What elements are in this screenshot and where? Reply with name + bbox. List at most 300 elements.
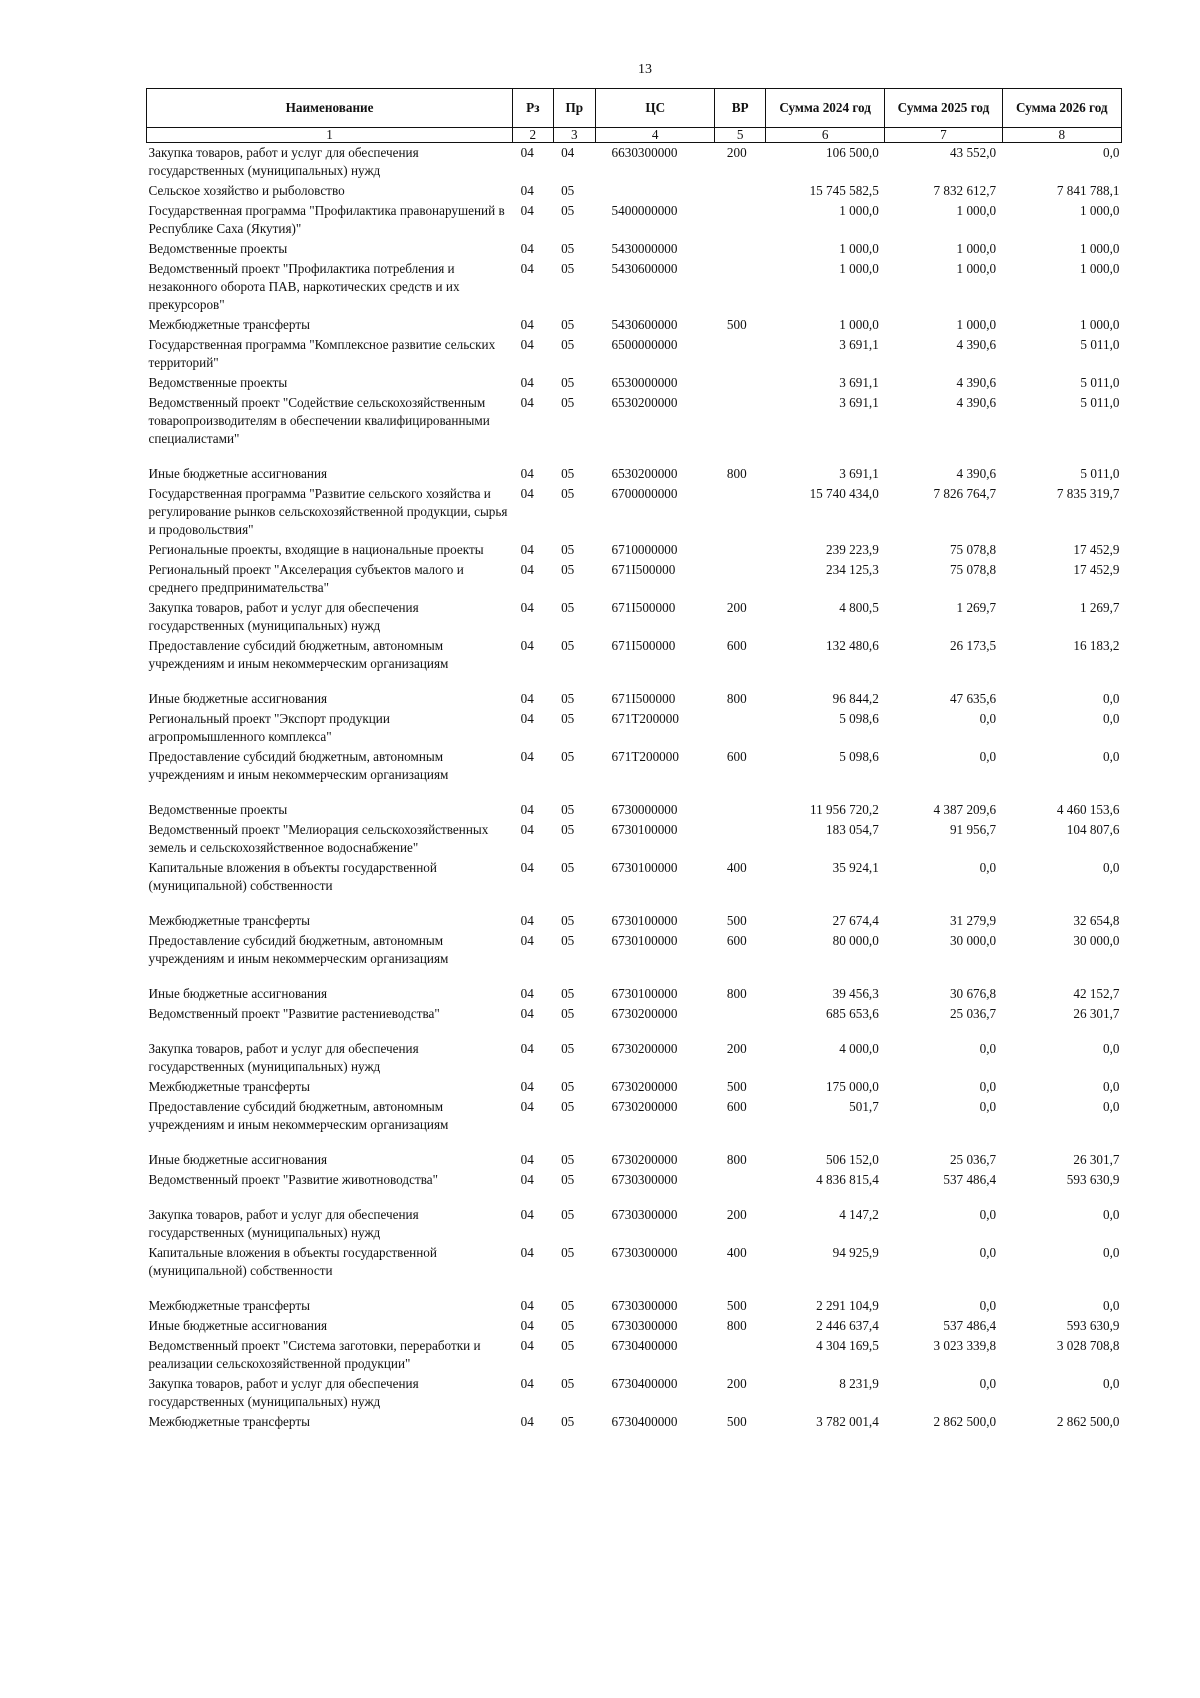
- column-number: 2: [513, 128, 553, 143]
- header-sum-2025: Сумма 2025 год: [885, 89, 1002, 128]
- table-row: [147, 1150, 1122, 1170]
- row-sum-2025: 0,0: [979, 1041, 997, 1056]
- header-name: Наименование: [147, 89, 513, 128]
- row-cs: 6730200000: [611, 1152, 678, 1167]
- row-name: Региональный проект "Экспорт продукции агропромышленного комплекса": [148, 711, 390, 744]
- table-row: [147, 1296, 1122, 1316]
- table-row: [147, 800, 1122, 820]
- row-cs: 6630300000: [611, 145, 678, 160]
- row-rz: 04: [520, 600, 534, 615]
- row-cs: 5430600000: [611, 261, 678, 276]
- row-rz: 04: [520, 1298, 534, 1313]
- row-sum-2026: 0,0: [1103, 749, 1120, 764]
- row-sum-2026: 2 862 500,0: [1056, 1414, 1120, 1429]
- row-sum-2026: 16 183,2: [1073, 638, 1120, 653]
- row-name: Межбюджетные трансферты: [148, 317, 310, 332]
- row-sum-2025: 91 956,7: [949, 822, 997, 837]
- row-sum-2024: 2 446 637,4: [816, 1318, 879, 1333]
- row-sum-2024: 80 000,0: [832, 933, 879, 948]
- row-rz: 04: [520, 183, 534, 198]
- row-pr: 05: [561, 691, 575, 706]
- row-vr: 600: [726, 638, 747, 653]
- row-pr: 05: [561, 1006, 575, 1021]
- table-row: [147, 540, 1122, 560]
- table-row: [147, 464, 1122, 484]
- row-cs: 6730300000: [611, 1318, 678, 1333]
- row-sum-2026: 1 000,0: [1079, 261, 1120, 276]
- header-sum-2026: Сумма 2026 год: [1002, 89, 1121, 128]
- row-sum-2026: 0,0: [1103, 1298, 1120, 1313]
- row-rz: 04: [520, 395, 534, 410]
- row-rz: 04: [520, 822, 534, 837]
- row-cs: 6730300000: [611, 1298, 678, 1313]
- row-cs: 6730300000: [611, 1207, 678, 1222]
- row-pr: 05: [561, 1376, 575, 1391]
- row-pr: 05: [561, 1099, 575, 1114]
- row-cs: 6730100000: [611, 933, 678, 948]
- row-sum-2026: 0,0: [1103, 1099, 1120, 1114]
- row-sum-2026: 0,0: [1103, 1376, 1120, 1391]
- row-sum-2025: 7 826 764,7: [933, 486, 997, 501]
- row-pr: 05: [561, 375, 575, 390]
- row-name: Региональный проект "Акселерация субъектов малого и среднего предпринимательства": [148, 562, 464, 595]
- row-sum-2026: 593 630,9: [1066, 1318, 1120, 1333]
- row-vr: 800: [726, 1152, 747, 1167]
- row-sum-2024: 96 844,2: [832, 691, 879, 706]
- table-row: [147, 709, 1122, 747]
- row-name: Ведомственный проект "Содействие сельскохозяйственным товаропроизводителям в обеспечении квалифицированными специалистами": [148, 395, 490, 446]
- row-rz: 04: [520, 1006, 534, 1021]
- row-cs: 671T200000: [611, 749, 679, 764]
- row-sum-2026: 30 000,0: [1073, 933, 1120, 948]
- row-sum-2025: 30 676,8: [949, 986, 997, 1001]
- row-pr: 05: [561, 1338, 575, 1353]
- row-sum-2024: 183 054,7: [826, 822, 879, 837]
- row-sum-2025: 0,0: [979, 1376, 997, 1391]
- row-vr: 800: [726, 986, 747, 1001]
- table-row: [147, 1097, 1122, 1150]
- row-sum-2025: 4 390,6: [956, 466, 997, 481]
- row-vr: [715, 259, 766, 315]
- row-name: Ведомственный проект "Развитие растениеводства": [148, 1006, 440, 1021]
- row-sum-2025: 0,0: [979, 711, 997, 726]
- row-cs: 6530000000: [611, 375, 678, 390]
- row-sum-2024: 175 000,0: [826, 1079, 879, 1094]
- row-name: Закупка товаров, работ и услуг для обеспечения государственных (муниципальных) нужд: [148, 1041, 419, 1074]
- row-sum-2026: 0,0: [1103, 1079, 1120, 1094]
- row-sum-2024: 4 836 815,4: [816, 1172, 879, 1187]
- row-sum-2024: 506 152,0: [826, 1152, 879, 1167]
- table-row: [147, 1039, 1122, 1077]
- row-sum-2025: 4 390,6: [956, 395, 997, 410]
- row-sum-2026: 17 452,9: [1073, 562, 1120, 577]
- row-name: Предоставление субсидий бюджетным, автономным учреждениям и иным некоммерческим организациям: [148, 933, 449, 966]
- row-pr: 05: [561, 1079, 575, 1094]
- row-sum-2025: 25 036,7: [949, 1006, 997, 1021]
- row-rz: 04: [520, 1414, 534, 1429]
- row-pr: 05: [561, 241, 575, 256]
- row-rz: 04: [520, 1245, 534, 1260]
- row-sum-2025: 30 000,0: [949, 933, 997, 948]
- table-row: [147, 560, 1122, 598]
- row-sum-2025: 0,0: [979, 1298, 997, 1313]
- table-row: [147, 598, 1122, 636]
- row-cs: 5430000000: [611, 241, 678, 256]
- row-sum-2025: 75 078,8: [949, 562, 997, 577]
- column-number: 6: [765, 128, 884, 143]
- table-row: [147, 747, 1122, 800]
- row-sum-2026: 0,0: [1103, 691, 1120, 706]
- row-rz: 04: [520, 241, 534, 256]
- row-pr: 05: [561, 395, 575, 410]
- row-sum-2024: 3 691,1: [839, 395, 879, 410]
- row-sum-2024: 35 924,1: [832, 860, 879, 875]
- row-rz: 04: [520, 1152, 534, 1167]
- row-vr: 500: [726, 1414, 747, 1429]
- row-sum-2026: 0,0: [1103, 860, 1120, 875]
- row-rz: 04: [520, 261, 534, 276]
- row-sum-2024: 3 782 001,4: [816, 1414, 879, 1429]
- row-pr: 05: [561, 466, 575, 481]
- row-pr: 05: [561, 1318, 575, 1333]
- row-rz: 04: [520, 203, 534, 218]
- row-cs: 6710000000: [611, 542, 678, 557]
- row-sum-2026: 5 011,0: [1080, 466, 1120, 481]
- row-vr: [715, 484, 766, 540]
- row-pr: 05: [561, 913, 575, 928]
- table-row: [147, 858, 1122, 911]
- row-cs: 671I500000: [611, 638, 676, 653]
- row-name: Ведомственный проект "Развитие животноводства": [148, 1172, 439, 1187]
- row-rz: 04: [520, 1041, 534, 1056]
- row-rz: 04: [520, 337, 534, 352]
- row-rz: 04: [520, 691, 534, 706]
- row-vr: 600: [726, 1099, 747, 1114]
- row-sum-2025: 0,0: [979, 749, 997, 764]
- row-sum-2024: 132 480,6: [826, 638, 879, 653]
- row-vr: [715, 800, 766, 820]
- row-vr: 600: [726, 749, 747, 764]
- row-sum-2024: 3 691,1: [839, 337, 879, 352]
- row-pr: 05: [561, 317, 575, 332]
- row-cs: 6730200000: [611, 1041, 678, 1056]
- row-pr: 05: [561, 1172, 575, 1187]
- row-rz: 04: [520, 1207, 534, 1222]
- row-cs: 6730400000: [611, 1376, 678, 1391]
- column-number: 3: [553, 128, 595, 143]
- row-cs: 6730100000: [611, 913, 678, 928]
- row-name: Государственная программа "Профилактика правонарушений в Республике Саха (Якутия)": [148, 203, 505, 236]
- row-sum-2026: 17 452,9: [1073, 542, 1120, 557]
- table-row: [147, 239, 1122, 259]
- row-rz: 04: [520, 542, 534, 557]
- row-sum-2025: 537 486,4: [943, 1318, 997, 1333]
- row-name: Иные бюджетные ассигнования: [148, 466, 328, 481]
- table-row: [147, 143, 1122, 182]
- row-pr: 05: [561, 337, 575, 352]
- table-row: [147, 1243, 1122, 1296]
- row-sum-2024: 4 147,2: [839, 1207, 879, 1222]
- row-rz: 04: [520, 933, 534, 948]
- row-sum-2026: 4 460 153,6: [1056, 802, 1120, 817]
- row-sum-2026: 26 301,7: [1073, 1152, 1120, 1167]
- row-pr: 05: [561, 1152, 575, 1167]
- row-pr: 05: [561, 802, 575, 817]
- row-cs: 6730300000: [611, 1172, 678, 1187]
- row-sum-2024: 1 000,0: [839, 317, 879, 332]
- row-vr: 400: [726, 860, 747, 875]
- row-name: Ведомственные проекты: [148, 241, 288, 256]
- row-cs: 5430600000: [611, 317, 678, 332]
- row-sum-2025: 0,0: [979, 860, 997, 875]
- row-sum-2024: 3 691,1: [839, 466, 879, 481]
- row-cs: 671I500000: [611, 691, 676, 706]
- row-vr: [715, 709, 766, 747]
- row-sum-2026: 3 028 708,8: [1056, 1338, 1120, 1353]
- row-name: Предоставление субсидий бюджетным, автономным учреждениям и иным некоммерческим организациям: [148, 1099, 449, 1132]
- row-vr: 500: [726, 1079, 747, 1094]
- row-sum-2024: 1 000,0: [839, 203, 879, 218]
- row-vr: [715, 239, 766, 259]
- row-sum-2026: 593 630,9: [1066, 1172, 1120, 1187]
- row-cs: 6730200000: [611, 1006, 678, 1021]
- row-rz: 04: [520, 1376, 534, 1391]
- header-rz: Рз: [513, 89, 553, 128]
- row-pr: 05: [561, 986, 575, 1001]
- row-rz: 04: [520, 1338, 534, 1353]
- row-vr: 200: [726, 600, 747, 615]
- row-sum-2024: 94 925,9: [832, 1245, 879, 1260]
- row-name: Межбюджетные трансферты: [148, 1079, 310, 1094]
- row-sum-2025: 1 000,0: [956, 203, 997, 218]
- table-row: [147, 984, 1122, 1004]
- table-row: [147, 1004, 1122, 1039]
- row-sum-2025: 1 000,0: [956, 241, 997, 256]
- budget-table-container: [146, 88, 1122, 1432]
- row-vr: [715, 560, 766, 598]
- row-cs: 6730200000: [611, 1099, 678, 1114]
- row-sum-2025: 1 000,0: [956, 317, 997, 332]
- row-vr: [715, 1170, 766, 1205]
- row-sum-2026: 0,0: [1103, 1041, 1120, 1056]
- row-name: Капитальные вложения в объекты государственной (муниципальной) собственности: [148, 860, 437, 893]
- row-name: Ведомственные проекты: [148, 375, 288, 390]
- row-cs: 6530200000: [611, 395, 678, 410]
- table-row: [147, 259, 1122, 315]
- row-pr: 05: [561, 542, 575, 557]
- row-name: Межбюджетные трансферты: [148, 1414, 310, 1429]
- column-number: 7: [885, 128, 1002, 143]
- row-cs: [596, 181, 715, 201]
- row-pr: 05: [561, 562, 575, 577]
- row-sum-2025: 1 000,0: [956, 261, 997, 276]
- column-number: 5: [715, 128, 766, 143]
- row-pr: 05: [561, 183, 575, 198]
- row-name: Капитальные вложения в объекты государственной (муниципальной) собственности: [148, 1245, 437, 1278]
- row-cs: 6730200000: [611, 1079, 678, 1094]
- row-name: Региональные проекты, входящие в национальные проекты: [148, 542, 484, 557]
- row-rz: 04: [520, 749, 534, 764]
- row-vr: [715, 393, 766, 464]
- row-sum-2026: 1 000,0: [1079, 203, 1120, 218]
- table-row: [147, 335, 1122, 373]
- row-rz: 04: [520, 1172, 534, 1187]
- row-sum-2025: 0,0: [979, 1207, 997, 1222]
- row-sum-2026: 104 807,6: [1066, 822, 1120, 837]
- row-vr: 500: [726, 317, 747, 332]
- row-sum-2024: 106 500,0: [826, 145, 879, 160]
- row-name: Предоставление субсидий бюджетным, автономным учреждениям и иным некоммерческим организациям: [148, 638, 449, 671]
- row-cs: 6500000000: [611, 337, 678, 352]
- row-vr: 800: [726, 466, 747, 481]
- row-cs: 6730100000: [611, 860, 678, 875]
- table-row: [147, 181, 1122, 201]
- row-sum-2024: 1 000,0: [839, 261, 879, 276]
- row-cs: 6730000000: [611, 802, 678, 817]
- row-pr: 05: [561, 860, 575, 875]
- row-vr: 800: [726, 691, 747, 706]
- row-rz: 04: [520, 375, 534, 390]
- table-row: [147, 1412, 1122, 1432]
- row-name: Ведомственные проекты: [148, 802, 288, 817]
- row-sum-2024: 4 304 169,5: [816, 1338, 879, 1353]
- row-rz: 04: [520, 562, 534, 577]
- row-pr: 05: [561, 1414, 575, 1429]
- row-sum-2024: 4 800,5: [839, 600, 879, 615]
- header-pr: Пр: [553, 89, 595, 128]
- row-sum-2025: 537 486,4: [943, 1172, 997, 1187]
- row-vr: 200: [726, 1376, 747, 1391]
- table-row: [147, 315, 1122, 335]
- budget-table: [146, 88, 1122, 1432]
- row-sum-2025: 31 279,9: [949, 913, 997, 928]
- row-sum-2026: 7 841 788,1: [1056, 183, 1120, 198]
- row-sum-2026: 1 269,7: [1079, 600, 1120, 615]
- table-row: [147, 1077, 1122, 1097]
- row-vr: [715, 335, 766, 373]
- row-sum-2025: 4 387 209,6: [933, 802, 997, 817]
- table-row: [147, 1374, 1122, 1412]
- row-cs: 6730100000: [611, 986, 678, 1001]
- row-sum-2024: 11 956 720,2: [810, 802, 879, 817]
- row-sum-2025: 4 390,6: [956, 337, 997, 352]
- row-cs: 671I500000: [611, 562, 676, 577]
- row-rz: 04: [520, 986, 534, 1001]
- row-vr: [715, 540, 766, 560]
- row-sum-2025: 25 036,7: [949, 1152, 997, 1167]
- table-row: [147, 1316, 1122, 1336]
- page-number: 13: [638, 62, 652, 77]
- row-sum-2026: 42 152,7: [1073, 986, 1120, 1001]
- row-cs: 6700000000: [611, 486, 678, 501]
- row-rz: 04: [520, 802, 534, 817]
- row-name: Сельское хозяйство и рыболовство: [148, 183, 345, 198]
- row-name: Иные бюджетные ассигнования: [148, 1318, 328, 1333]
- table-row: [147, 1170, 1122, 1205]
- row-sum-2024: 4 000,0: [839, 1041, 879, 1056]
- row-sum-2024: 2 291 104,9: [816, 1298, 879, 1313]
- row-name: Предоставление субсидий бюджетным, автономным учреждениям и иным некоммерческим организациям: [148, 749, 449, 782]
- row-vr: [715, 373, 766, 393]
- row-sum-2024: 15 745 582,5: [809, 183, 879, 198]
- row-rz: 04: [520, 1099, 534, 1114]
- table-row: [147, 1336, 1122, 1374]
- row-sum-2026: 7 835 319,7: [1056, 486, 1120, 501]
- row-sum-2025: 1 269,7: [956, 600, 997, 615]
- row-cs: 6730400000: [611, 1338, 678, 1353]
- row-pr: 05: [561, 1041, 575, 1056]
- row-sum-2025: 4 390,6: [956, 375, 997, 390]
- table-row: [147, 393, 1122, 464]
- row-name: Государственная программа "Развитие сельского хозяйства и регулирование рынков сельскохозяйственной продукции, сырья и продовольствия": [148, 486, 508, 537]
- row-name: Закупка товаров, работ и услуг для обеспечения государственных (муниципальных) нужд: [148, 1207, 419, 1240]
- table-row: [147, 1205, 1122, 1243]
- row-pr: 05: [561, 486, 575, 501]
- row-sum-2026: 5 011,0: [1080, 395, 1120, 410]
- row-name: Закупка товаров, работ и услуг для обеспечения государственных (муниципальных) нужд: [148, 145, 419, 178]
- row-sum-2025: 7 832 612,7: [933, 183, 997, 198]
- row-name: Иные бюджетные ассигнования: [148, 1152, 328, 1167]
- table-row: [147, 931, 1122, 984]
- row-sum-2026: 1 000,0: [1079, 241, 1120, 256]
- table-row: [147, 636, 1122, 689]
- row-sum-2025: 26 173,5: [949, 638, 997, 653]
- row-sum-2026: 32 654,8: [1073, 913, 1120, 928]
- row-pr: 05: [561, 711, 575, 726]
- row-cs: 6530200000: [611, 466, 678, 481]
- row-cs: 671T200000: [611, 711, 679, 726]
- row-pr: 05: [561, 638, 575, 653]
- row-name: Ведомственный проект "Мелиорация сельскохозяйственных земель и сельскохозяйственное водоснабжение": [148, 822, 489, 855]
- column-number-row: [147, 128, 1122, 143]
- row-sum-2024: 27 674,4: [832, 913, 879, 928]
- row-cs: 671I500000: [611, 600, 676, 615]
- row-pr: 05: [561, 749, 575, 764]
- row-pr: 05: [561, 1245, 575, 1260]
- row-sum-2026: 26 301,7: [1073, 1006, 1120, 1021]
- table-row: [147, 373, 1122, 393]
- table-row: [147, 484, 1122, 540]
- row-rz: 04: [520, 860, 534, 875]
- row-sum-2025: 47 635,6: [949, 691, 997, 706]
- header-vr: ВР: [715, 89, 766, 128]
- row-name: Иные бюджетные ассигнования: [148, 691, 328, 706]
- row-vr: [715, 181, 766, 201]
- row-sum-2025: 0,0: [979, 1245, 997, 1260]
- row-cs: 6730300000: [611, 1245, 678, 1260]
- row-rz: 04: [520, 486, 534, 501]
- row-rz: 04: [520, 145, 534, 160]
- row-sum-2024: 5 098,6: [839, 711, 879, 726]
- row-sum-2026: 0,0: [1103, 711, 1120, 726]
- table-row: [147, 820, 1122, 858]
- row-cs: 5400000000: [611, 203, 678, 218]
- row-sum-2026: 0,0: [1103, 1207, 1120, 1222]
- row-name: Межбюджетные трансферты: [148, 913, 310, 928]
- table-row: [147, 201, 1122, 239]
- row-name: Ведомственный проект "Система заготовки, переработки и реализации сельскохозяйственной продукции": [148, 1338, 481, 1371]
- row-vr: 600: [726, 933, 747, 948]
- row-name: Закупка товаров, работ и услуг для обеспечения государственных (муниципальных) нужд: [148, 1376, 419, 1409]
- row-sum-2024: 239 223,9: [826, 542, 879, 557]
- row-name: Межбюджетные трансферты: [148, 1298, 310, 1313]
- row-cs: 6730400000: [611, 1414, 678, 1429]
- row-sum-2026: 0,0: [1103, 145, 1120, 160]
- table-header: [147, 89, 1122, 143]
- header-sum-2024: Сумма 2024 год: [765, 89, 884, 128]
- row-vr: 500: [726, 1298, 747, 1313]
- header-cs: ЦС: [596, 89, 715, 128]
